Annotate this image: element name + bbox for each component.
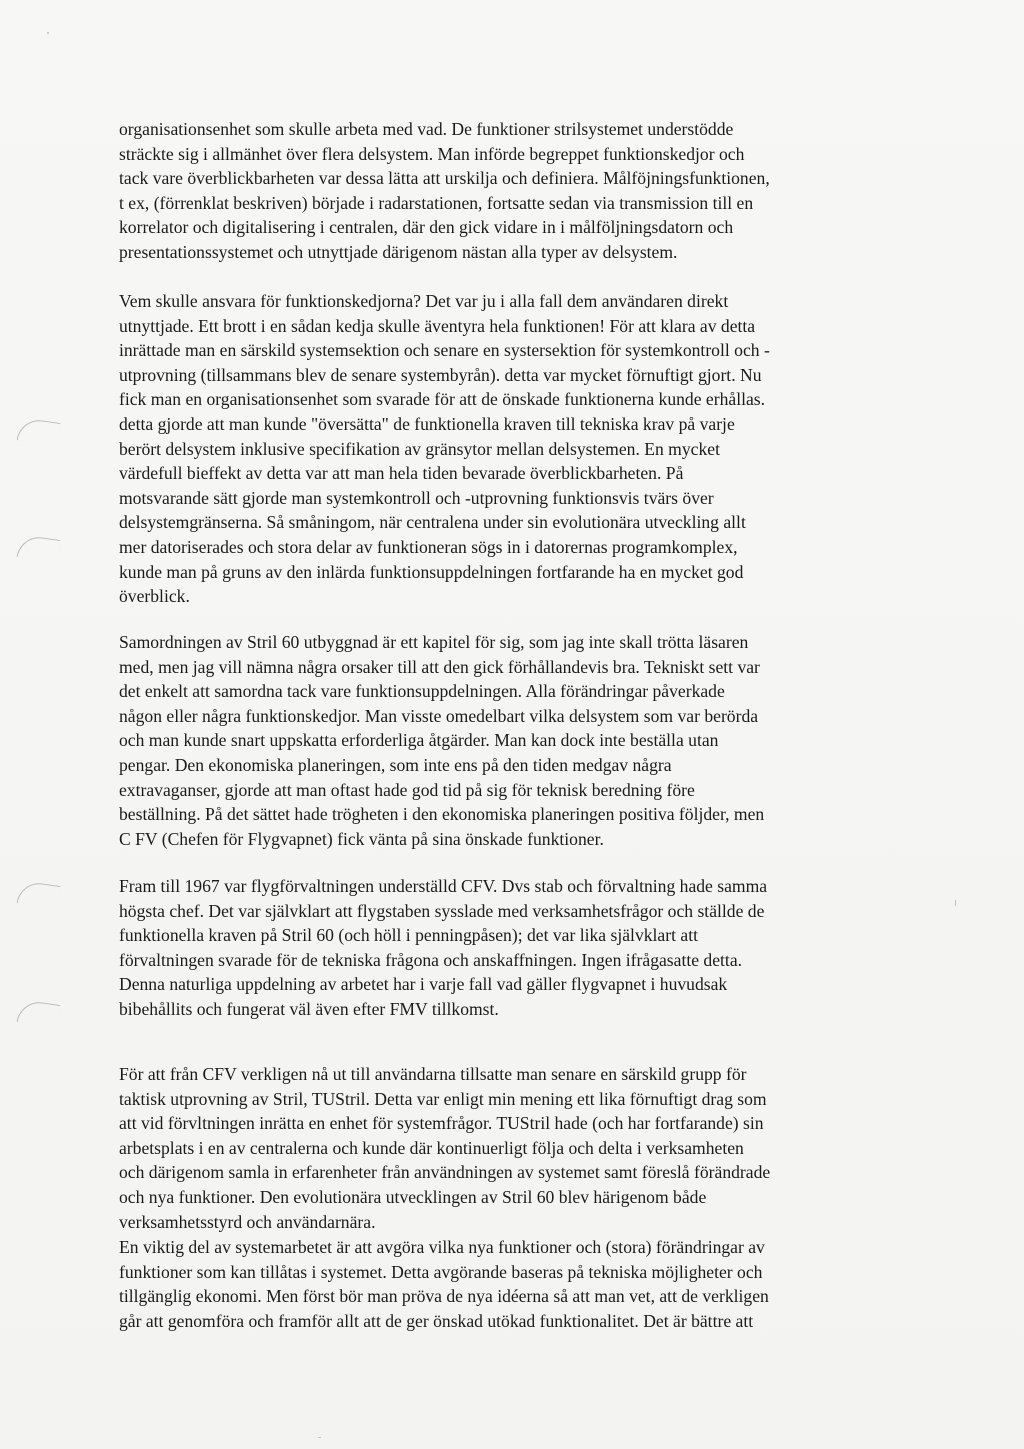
text-line: korrelator och digitalisering i centralen, där den gick vidare in i målföljningsdatorn och xyxy=(119,217,734,238)
scan-speck xyxy=(318,1437,321,1438)
text-line: berört delsystem inklusive specifikation av gränsytor mellan delsystemen. En mycket xyxy=(119,438,720,459)
text-line: och man kunde snart uppskatta erforderliga åtgärder. Man kan dock inte beställa utan xyxy=(119,730,719,751)
paragraph-tustril xyxy=(119,1062,919,1234)
text-line: extravaganser, gjorde att man oftast hade god tid på sig för teknisk beredning före xyxy=(119,779,695,800)
text-line: fick man en organisationsenhet som svarade för att de önskade funktionerna kunde erhållas. xyxy=(119,389,766,410)
text-line: En viktig del av systemarbetet är att avgöra vilka nya funktioner och (stora) förändringar av xyxy=(119,1237,765,1257)
paragraph-functional-chains xyxy=(119,117,919,265)
text-line: funktionella kraven på Stril 60 (och höll i penningpåsen); det var lika självklart att xyxy=(119,925,698,946)
punch-hole-mark xyxy=(17,534,61,562)
text-line: med, men jag vill nämna några orsaker till att den gick förhållandevis bra. Tekniskt sett var xyxy=(119,656,760,677)
text-line: att vid förvltningen inrätta en enhet för systemfrågor. TUStril hade (och har fortfarande) sin xyxy=(119,1113,764,1134)
text-line: utnyttjade. Ett brott i en sådan kedja skulle äventyra hela funktionen! För att klara av detta xyxy=(119,315,756,336)
text-line: inrättade man en särskild systemsektion och senare en systersektion för systemkontroll och - xyxy=(119,340,770,361)
text-line: utprovning (tillsammans blev de senare systembyrån). detta var mycket förnuftigt gjort. Nu xyxy=(119,364,762,385)
punch-hole-mark xyxy=(17,999,61,1027)
punch-hole-mark xyxy=(17,880,61,908)
text-line: tack vare överblickbarheten var dessa lätta att urskilja och definiera. Målföjningsfunktionen, xyxy=(119,168,770,189)
text-line: funktioner som kan tillåtas i systemet. Detta avgörande baseras på tekniska möjligheter och xyxy=(119,1261,763,1282)
text-line: För att från CFV verkligen nå ut till användarna tillsatte man senare en särskild grupp för xyxy=(119,1064,747,1084)
text-line: taktisk utprovning av Stril, TUStril. Detta var enligt min mening ett lika förnuftigt drag som xyxy=(119,1088,767,1109)
text-line: beställning. På det sättet hade trögheten i den ekonomiska planeringen positiva följder, men xyxy=(119,804,765,825)
text-line: förvaltningen svarade för de tekniska frågona och anskaffningen. Ingen ifrågasatte detta. xyxy=(119,949,743,970)
text-line: går att genomföra och framför allt att de ger önskad utökad funktionalitet. Det är bättre att xyxy=(119,1310,754,1331)
text-line: Fram till 1967 var flygförvaltningen underställd CFV. Dvs stab och förvaltning hade samma xyxy=(119,876,768,896)
text-line: presentationssystemet och utnyttjade därigenom nästan alla typer av delsystem. xyxy=(119,241,678,262)
punch-hole-mark xyxy=(17,417,61,445)
text-line: tillgänglig ekonomi. Men först bör man pröva de nya idéerna så att man vet, att de verkligen xyxy=(119,1286,769,1307)
paragraph-administration xyxy=(119,874,919,1022)
text-line: detta gjorde att man kunde "översätta" de funktionella kraven till tekniska krav på varje xyxy=(119,413,735,434)
paragraph-responsibility xyxy=(119,289,919,609)
scan-speck xyxy=(47,32,49,34)
text-line: t ex, (förrenklat beskriven) började i radarstationen, fortsatte sedan via transmission till en xyxy=(119,192,754,213)
text-line: överblick. xyxy=(119,586,190,607)
paragraph-coordination xyxy=(119,630,919,851)
text-line: pengar. Den ekonomiska planeringen, som inte ens på den tiden medgav några xyxy=(119,754,672,775)
text-line: bibehållits och fungerat väl även efter FMV tillkomst. xyxy=(119,998,499,1019)
text-line: verksamhetsstyrd och användarnära. xyxy=(119,1211,376,1232)
text-line: och därigenom samla in erfarenheter från användningen av systemet samt föreslå förändrade xyxy=(119,1162,771,1183)
text-line: och nya funktioner. Den evolutionära utvecklingen av Stril 60 blev härigenom både xyxy=(119,1186,707,1207)
text-line: organisationsenhet som skulle arbeta med vad. De funktioner strilsystemet understödde xyxy=(119,119,734,139)
text-line: värdefull bieffekt av detta var att man hela tiden bevarade överblickbarheten. På xyxy=(119,463,684,484)
text-line: Denna naturliga uppdelning av arbetet har i varje fall vad gäller flygvapnet i huvudsak xyxy=(119,974,728,995)
text-line: motsvarande sätt gjorde man systemkontroll och -utprovning funktionsvis tvärs över xyxy=(119,487,714,508)
text-line: högsta chef. Det var självklart att flygstaben sysslade med verksamhetsfrågor och ställde de xyxy=(119,900,765,921)
paragraph-system-work xyxy=(119,1235,919,1333)
text-line: Samordningen av Stril 60 utbyggnad är ett kapitel för sig, som jag inte skall trötta läsaren xyxy=(119,632,749,652)
text-line: sträckte sig i allmänhet över flera delsystem. Man införde begreppet funktionskedjor och xyxy=(119,143,745,164)
text-line: kunde man på gruns av den inlärda funktionsuppdelningen fortfarande ha en mycket god xyxy=(119,561,744,582)
text-line: mer datoriserades och stora delar av funktioneran sögs in i datorernas programkomplex, xyxy=(119,536,738,557)
text-line: Vem skulle ansvara för funktionskedjorna? Det var ju i alla fall dem användaren direkt xyxy=(119,291,729,311)
text-line: delsystemgränserna. Så småningom, när centralena under sin evolutionära utveckling allt xyxy=(119,512,746,533)
scan-speck xyxy=(955,900,956,906)
text-line: någon eller några funktionskedjor. Man visste omedelbart vilka delsystem som var berörda xyxy=(119,705,759,726)
text-line: det enkelt att samordna tack vare funktionsuppdelningen. Alla förändringar påverkade xyxy=(119,681,725,702)
text-line: arbetsplats i en av centralerna och kunde där kontinuerligt följa och delta i verksamheten xyxy=(119,1137,744,1158)
text-line: C FV (Chefen för Flygvapnet) fick vänta på sina önskade funktioner. xyxy=(119,828,604,849)
